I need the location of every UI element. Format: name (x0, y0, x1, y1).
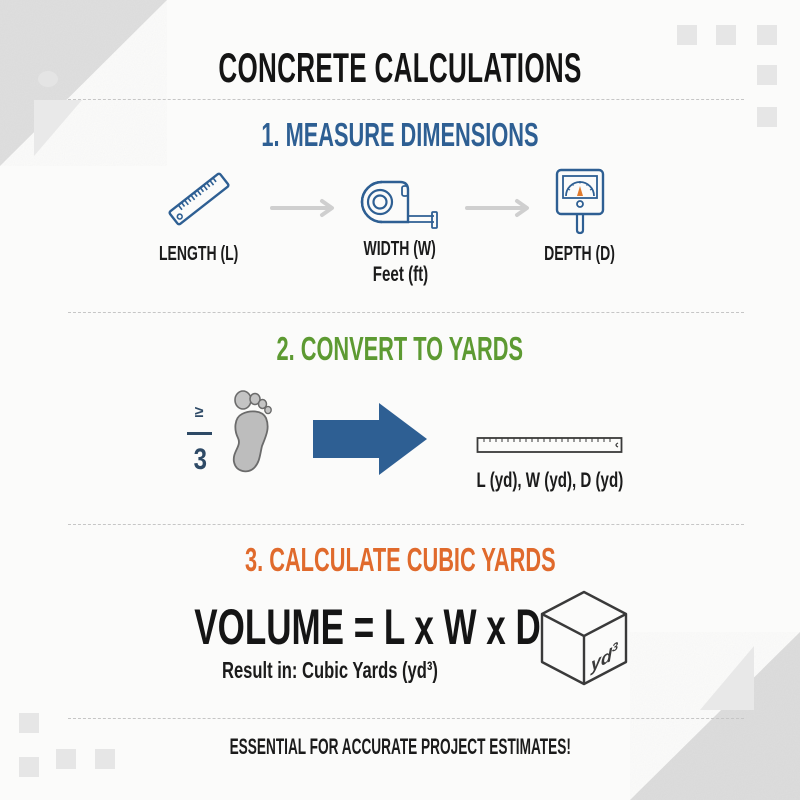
decor-square (19, 757, 39, 777)
volume-formula-text: VOLUME = L x W x D (194, 599, 541, 655)
length-label (134, 243, 264, 266)
volume-formula (120, 598, 540, 656)
cube-icon (540, 590, 630, 686)
depth-label-text: DEPTH (D) (544, 243, 616, 265)
step3-heading (0, 541, 800, 579)
yards-result-text: L (yd), W (yd), D (yd) (476, 469, 624, 492)
ruler-icon (164, 166, 234, 232)
divider (68, 718, 744, 719)
depth-gauge-icon (555, 168, 607, 236)
step2-heading-text: 2. CONVERT TO YARDS (276, 330, 524, 367)
page-title (0, 44, 800, 92)
tape-measure-icon (352, 178, 444, 238)
depth-label (520, 243, 640, 266)
width-label-text: WIDTH (W) (363, 238, 437, 260)
divider (68, 99, 744, 100)
step2-heading (0, 330, 800, 368)
unit-label (332, 263, 468, 287)
footer-note (0, 734, 800, 760)
result-note (170, 657, 490, 684)
step3-heading-text: 3. CALCULATE CUBIC YARDS (244, 541, 556, 578)
divider (68, 524, 744, 525)
arrow-right-icon (270, 198, 340, 218)
divide-symbol-text: ≥ (194, 404, 204, 421)
decor-square (19, 713, 39, 733)
feet-unit-text: Feet (ft) (372, 263, 428, 286)
decor-square (757, 25, 777, 45)
step1-heading-text: 1. MEASURE DIMENSIONS (261, 116, 539, 153)
yardstick-icon (476, 436, 624, 456)
width-label (332, 238, 468, 261)
cube-label: $yd^3$ (591, 639, 619, 677)
result-note-text: Result in: Cubic Yards (yd³) (222, 657, 438, 683)
fraction-bar (187, 432, 212, 435)
title-text: CONCRETE CALCULATIONS (218, 44, 582, 91)
decor-square (716, 25, 736, 45)
decor-square (677, 25, 697, 45)
divisor (186, 443, 214, 477)
divide-symbol (184, 404, 214, 422)
big-arrow-right-icon (313, 403, 429, 475)
arrow-right-icon (465, 198, 535, 218)
footer-text: ESSENTIAL FOR ACCURATE PROJECT ESTIMATES! (229, 734, 571, 759)
foot-icon (226, 384, 278, 476)
length-label-text: LENGTH (L) (159, 243, 239, 265)
divisor-text: 3 (193, 443, 207, 476)
yards-result-label (440, 469, 660, 493)
divider (68, 312, 744, 313)
step1-heading (0, 116, 800, 154)
